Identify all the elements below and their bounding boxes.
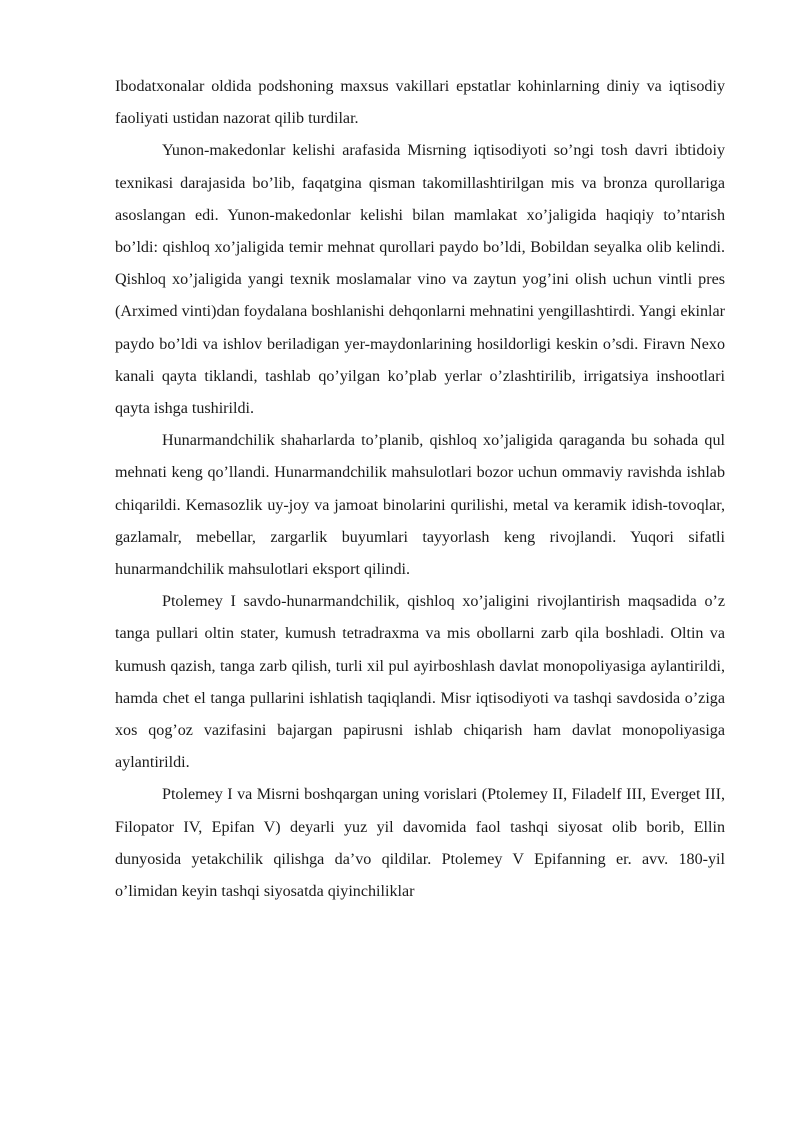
body-text [115,71,725,908]
paragraph-1: Ibodatxonalar oldida podshoning maxsus vakillari epstatlar kohinlarning diniy va iqtisodiy faoliyati ustidan nazorat qilib turdilar. [115,78,725,128]
paragraph-5: Ptolemey I va Misrni boshqargan uning vorislari (Ptolemey II, Filadelf III, Everget III, Filopator IV, Epifan V) deyarli yuz yil davomida faol tashqi siyosat olib borib, Ellin dunyosida yetakchilik qilishga da’vo qildilar. Ptolemey V Epifanning er. avv. 180-yil o’limidan keyin tashqi siyosatda qiyinchiliklar [115,786,725,901]
paragraph-4: Ptolemey I savdo-hunarmandchilik, qishloq xo’jaligini rivojlantirish maqsadida o’z tanga pullari oltin stater, kumush tetradraxma va mis obollarni zarb qila boshladi. Oltin va kumush qazish, tanga zarb qilish, turli xil pul ayirboshlash davlat monopoliyasiga aylantirildi, hamda chet el tanga pullarini ishlatish taqiqlandi. Misr iqtisodiyoti va tashqi savdosida o’ziga xos qog’oz vazifasini bajargan papirusni ishlab chiqarish ham davlat monopoliyasiga aylantirildi. [115,593,725,772]
paragraph-2: Yunon-makedonlar kelishi arafasida Misrning iqtisodiyoti so’ngi tosh davri ibtidoiy texnikasi darajasida bo’lib, faqatgina qisman takomillashtirilgan mis va bronza qurollariga asoslangan edi. Yunon-makedonlar kelishi bilan mamlakat xo’jaligida haqiqiy to’ntarish bo’ldi: qishloq xo’jaligida temir mehnat qurollari paydo bo’ldi, Bobildan seyalka olib kelindi. Qishloq xo’jaligida yangi texnik moslamalar vino va zaytun yog’ini olish uchun vintli pres (Arximed vinti)dan foydalana boshlanishi dehqonlarni mehnatini yengillashtirdi. Yangi ekinlar paydo bo’ldi va ishlov beriladigan yer-maydonlarining hosildorligi keskin o’sdi. Firavn Nexo kanali qayta tiklandi, tashlab qo’yilgan ko’plab yerlar o’zlashtirilib, irrigatsiya inshootlari qayta ishga tushirildi. [115,142,725,418]
paragraph-3: Hunarmandchilik shaharlarda to’planib, qishloq xo’jaligida qaraganda bu sohada qul mehnati keng qo’llandi. Hunarmandchilik mahsulotlari bozor uchun ommaviy ravishda ishlab chiqarildi. Kemasozlik uy-joy va jamoat binolarini qurilishi, metal va keramik idish-tovoqlar, gazlamalr, mebellar, zargarlik buyumlari tayyorlash keng rivojlandi. Yuqori sifatli hunarmandchilik mahsulotlari eksport qilindi. [115,432,725,579]
